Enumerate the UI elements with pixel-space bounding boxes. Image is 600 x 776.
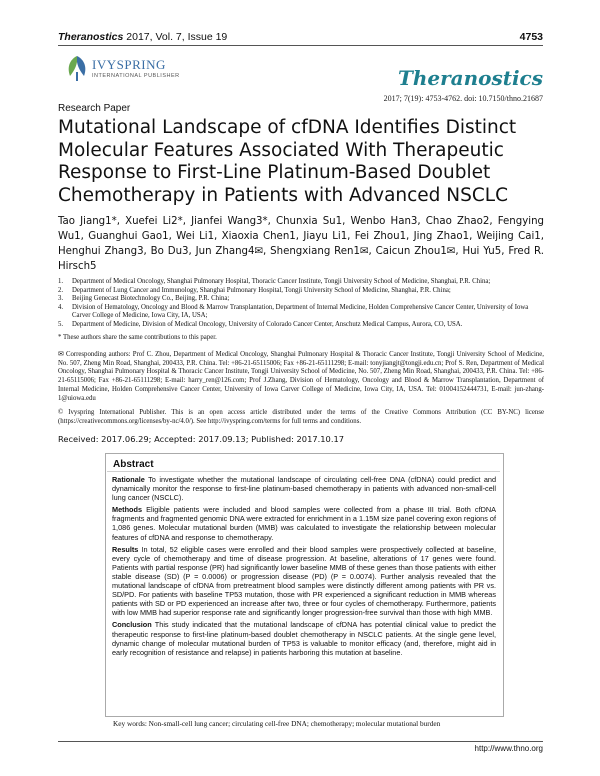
keywords: Key words: Non-small-cell lung cancer; circulating cell-free DNA; chemotherapy; molecular mutational burden: [113, 719, 441, 728]
author-list: Tao Jiang1*, Xuefei Li2*, Jianfei Wang3*, Chunxia Su1, Wenbo Han3, Chao Zhao2, Fengying Wu1, Guanghui Gao1, Wei Li1, Xiaoxia Chen1, Jiayu Li1, Fei Zhou1, Jing Zhao1, Weijing Cai1, Henghui Zhang3, Bo Du3, Jun Zhang4✉, Shengxiang Ren1✉, Caicun Zhou1✉, Hui Yu5, Fred R. Hirsch5: [58, 216, 544, 272]
header-rule: [58, 45, 543, 46]
publication-dates: Received: 2017.06.29; Accepted: 2017.09.13; Published: 2017.10.17: [58, 434, 345, 444]
affiliation-number: 5.: [58, 320, 64, 328]
affiliation-number: 3.: [58, 295, 64, 303]
affiliation-item: [58, 295, 544, 304]
corresponding-authors: ✉ Corresponding authors: Prof C. Zhou, Department of Medical Oncology, Shanghai Pulmonary Hospital & Thoracic Cancer Institute, Tongji University School of Medicine, No. 507, Zheng Min Road, Shanghai, 200433, P.R. China. Tel: +86-21-65115006; Fax +86-21-65111298; E-mail: tonyjiangjt@tongji.edu.cn; Prof S. Ren, Department of Medical Oncology, Shanghai Pulmonary Hospital & Thoracic Cancer Institute, Tongji University School of Medicine, No. 507, Zheng Min Road, Shanghai, 200433, P.R. China. Tel: +86-21-65115006; Fax +86-21-65111298; E-mail: harry_ren@126.com; Prof J.Zhang, Division of Hematology, Oncology and Blood & Marrow Transplantation, Department of Internal Medicine, Holden Comprehensive Cancer Center, University of Iowa Carver College of Medicine, Iowa City, IA, USA. Tel: 01004152444731, E-mail: jun-zhang-1@uiowa.edu: [58, 351, 544, 402]
affiliation-text: Department of Medical Oncology, Shanghai Pulmonary Hospital, Thoracic Cancer Institute, Tongji University School of Medicine, Shanghai, P.R. China;: [72, 278, 491, 285]
publisher-subtext: INTERNATIONAL PUBLISHER: [92, 73, 180, 79]
footer-rule: [58, 741, 543, 742]
abstract-section-label: Results: [112, 544, 139, 554]
abstract-section: [112, 620, 496, 656]
abstract-section: [112, 475, 496, 502]
running-header: [58, 31, 543, 45]
abstract-section-label: Conclusion: [112, 620, 152, 630]
abstract-section-text: In total, 52 eligible cases were enrolled and their blood samples were prospectively collected at baseline, every cycle of chemotherapy and time of disease progression. At baseline, alterations of 17 genes were found. Patients with partial response (PR) had significantly lower baseline MMB of these genes than those patients with either stable disease (SD) (P = 0.0006) or progression disease (PD) (P = 0.0074). Further analysis revealed that the mutational landscape of cfDNA from pretreatment blood samples were distinctly different among patients with PR vs. SD/PD. For patients with baseline TP53 mutation, those with PR experienced a significant reduction in MMB whereas patients with SD or PD experienced an increase after two, three or four cycles of chemotherapy. Furthermore, patients with low MMB had superior response rate and significantly longer progression-free survival than those with high MMB.: [112, 544, 496, 618]
journal-name: Theranostics: [58, 31, 124, 43]
publisher-name: IVYSPRING: [92, 57, 166, 72]
abstract-section-label: Methods: [112, 505, 142, 515]
abstract-heading: Abstract: [113, 459, 154, 470]
equal-contribution-note: * These authors share the same contributions to this paper.: [58, 334, 217, 341]
abstract-section-text: This study indicated that the mutational landscape of cfDNA has potential clinical value to predict the therapeutic response to first-line platinum-based doublet chemotherapy in NSCLC patients. At the single gene level, dynamic change of molecular mutational burden of TP53 is valuable to monitor efficacy (and, therefore, might aid in early recognition of resistance and relapse) in patients harboring this mutation at baseline.: [112, 620, 496, 657]
license-statement: © Ivyspring International Publisher. This is an open access article distributed under the terms of the Creative Commons Attribution (CC BY-NC) license (https://creativecommons.org/licenses/by-nc/4.0/). See http://ivyspring.com/terms for full terms and conditions.: [58, 409, 544, 425]
citation: 2017; 7(19): 4753-4762. doi: 10.7150/thno.21687: [383, 94, 543, 103]
footer-url[interactable]: http://www.thno.org: [474, 744, 543, 753]
affiliation-number: 2.: [58, 286, 64, 294]
abstract-rule: [107, 471, 500, 472]
abstract-section-text: Eligible patients were included and blood samples were collected from a phase III trial. Both cfDNA fragments and fragmented genomic DNA were extracted for enrichment in a 1.15M size panel covering exon regions of 1,086 genes. Molecular mutational burden (MMB) was calculated to investigate the relationship between molecular features of cfDNA and response to chemotherapy.: [112, 505, 496, 542]
paper-title: Mutational Landscape of cfDNA Identifies Distinct Molecular Features Associated With Therapeutic Response to First-Line Platinum-Based Doublet Chemotherapy in Patients with Advanced NSCLC: [58, 117, 517, 206]
affiliation-item: [58, 304, 544, 321]
affiliation-text: Department of Medicine, Division of Medical Oncology, University of Colorado Cancer Center, Anschutz Medical Campus, Aurora, CO, USA.: [72, 320, 463, 328]
abstract-section: [112, 505, 496, 541]
issue-info: 2017, Vol. 7, Issue 19: [126, 31, 228, 43]
publisher-logo: [64, 54, 184, 84]
affiliation-text: Beijing Genecast Biotechnology Co., Beijing, P.R. China;: [72, 295, 230, 303]
affiliation-list: [58, 278, 544, 330]
affiliation-item: [58, 278, 544, 287]
abstract-section-text: To investigate whether the mutational landscape of circulating cell-free DNA (cfDNA) could predict and dynamically monitor the response to first-line platinum-based chemotherapy in patients with advanced non-small-cell lung cancer (NSCLC).: [112, 475, 496, 503]
affiliation-number: 1.: [58, 278, 64, 285]
page-number: 4753: [519, 31, 543, 43]
affiliation-number: 4.: [58, 303, 64, 311]
abstract-section: [112, 545, 496, 618]
paper-type: Research Paper: [58, 103, 131, 114]
ivy-leaf-icon: [64, 54, 90, 82]
abstract-section-label: Rationale: [112, 475, 145, 484]
journal-brand: Theranostics: [397, 66, 543, 90]
affiliation-text: Division of Hematology, Oncology and Blood & Marrow Transplantation, Department of Internal Medicine, Holden Comprehensive Cancer Center, University of Iowa Carver College of Medicine, Iowa City, IA, USA;: [72, 303, 529, 320]
affiliation-item: [58, 321, 544, 330]
abstract-body: [112, 475, 496, 660]
affiliation-item: [58, 287, 544, 296]
affiliation-text: Department of Lung Cancer and Immunology, Shanghai Pulmonary Hospital, Tongji University School of Medicine, Shanghai, P.R. China;: [72, 286, 451, 294]
